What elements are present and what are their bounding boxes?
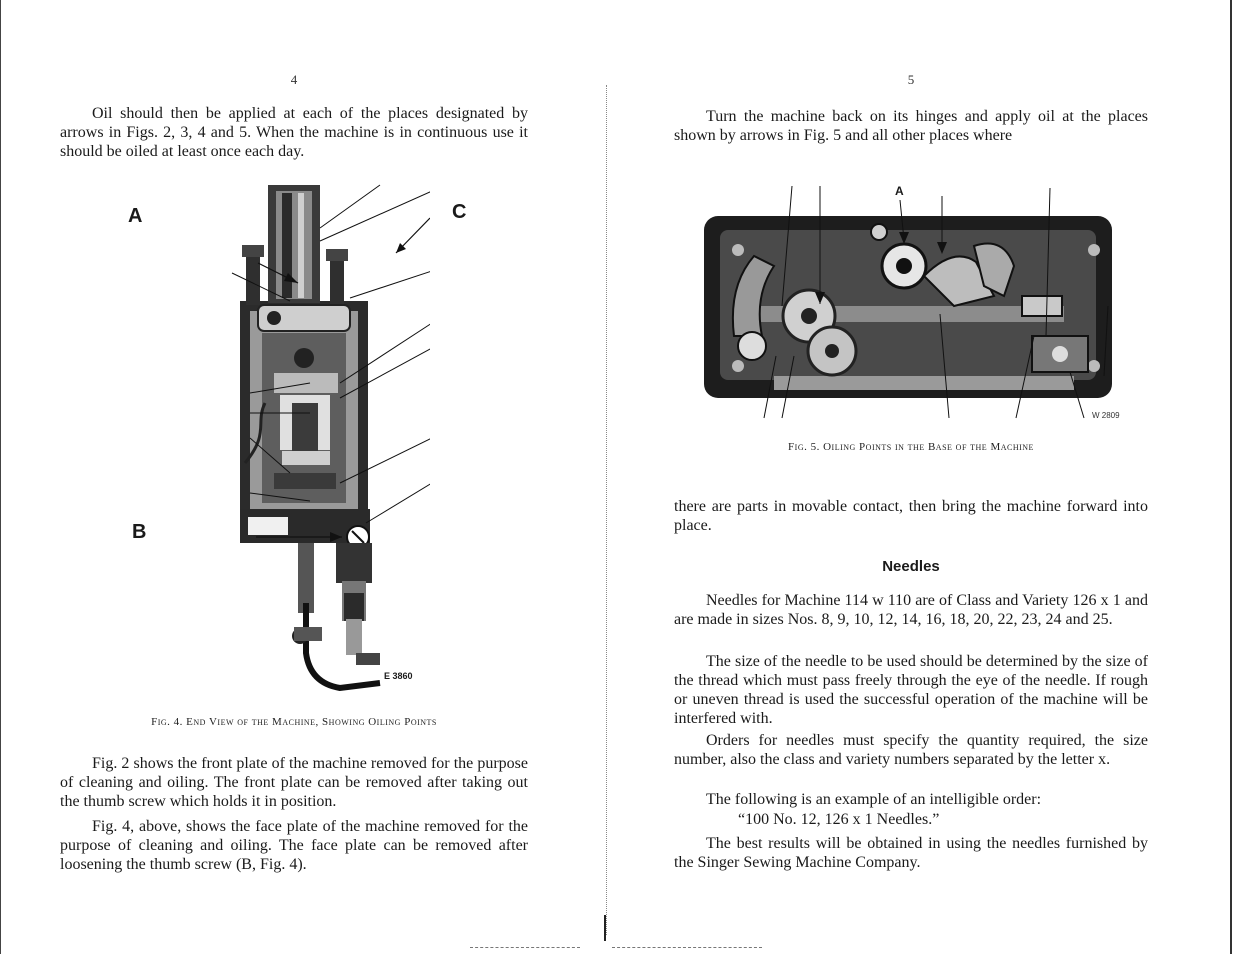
figure-5-illustration	[704, 186, 1154, 426]
machine-end-view-drawing	[170, 183, 430, 693]
paragraph-fig4: Fig. 4, above, shows the face plate of the machine removed for the purpose of cleaning and oiling. The face plate can be removed after loosening the thumb screw (B, Fig. 4).	[60, 818, 528, 873]
right-page-edge	[1230, 0, 1232, 954]
needles-paragraph-5: The best results will be obtained in using the needles furnished by the Singer Sewing Machine Company.	[674, 835, 1148, 871]
needles-paragraph-4: The following is an example of an intelligible order:	[706, 791, 1042, 808]
figure-5-code: W 2809	[1092, 411, 1120, 420]
figure-label-c: C	[452, 201, 467, 223]
page-number: 4	[290, 72, 298, 87]
book-gutter	[606, 85, 607, 935]
gutter-mark	[604, 915, 606, 941]
intro-paragraph: Oil should then be applied at each of the places designated by arrows in Figs. 2, 3, 4 and 5. When the machine is in continuous use it should be oiled at least once each day.	[60, 105, 528, 160]
machine-base-drawing	[704, 186, 1154, 426]
page-number: 5	[907, 72, 915, 87]
left-page	[60, 0, 528, 954]
figure-code: E 3860	[384, 671, 413, 681]
figure-label-b: B	[132, 521, 147, 543]
left-page-edge	[0, 0, 1, 954]
figure-4-caption: Fig. 4. End View of the Machine, Showing Oiling Points	[151, 716, 437, 728]
figure-5-caption: Fig. 5. Oiling Points in the Base of the Machine	[788, 441, 1034, 453]
needles-paragraph-3: Orders for needles must specify the quantity required, the size number, also the class and variety numbers separated by the letter x.	[674, 732, 1148, 768]
figure-label-a: A	[128, 205, 143, 227]
order-example: “100 No. 12, 126 x 1 Needles.”	[738, 811, 940, 828]
figure-4-illustration	[128, 183, 467, 693]
figure-5-label-a: A	[895, 184, 904, 198]
paragraph-fig2: Fig. 2 shows the front plate of the machine removed for the purpose of cleaning and oiling. The front plate can be removed after taking out the thumb screw which holds it in position.	[60, 755, 528, 810]
section-heading-needles: Needles	[882, 558, 940, 575]
continuation-paragraph: there are parts in movable contact, then bring the machine forward into place.	[674, 498, 1148, 534]
intro-paragraph: Turn the machine back on its hinges and apply oil at the places shown by arrows in Fig. 5 and all other places where	[674, 108, 1148, 144]
right-page	[674, 0, 1148, 954]
needles-paragraph-2: The size of the needle to be used should be determined by the size of the thread which must pass freely through the eye of the needle. If rough or uneven thread is used the successful operation of the machine will be interfered with.	[674, 653, 1148, 727]
needles-paragraph-1: Needles for Machine 114 w 110 are of Class and Variety 126 x 1 and are made in sizes Nos. 8, 9, 10, 12, 14, 16, 18, 20, 22, 23, 24 and 25.	[674, 592, 1148, 628]
